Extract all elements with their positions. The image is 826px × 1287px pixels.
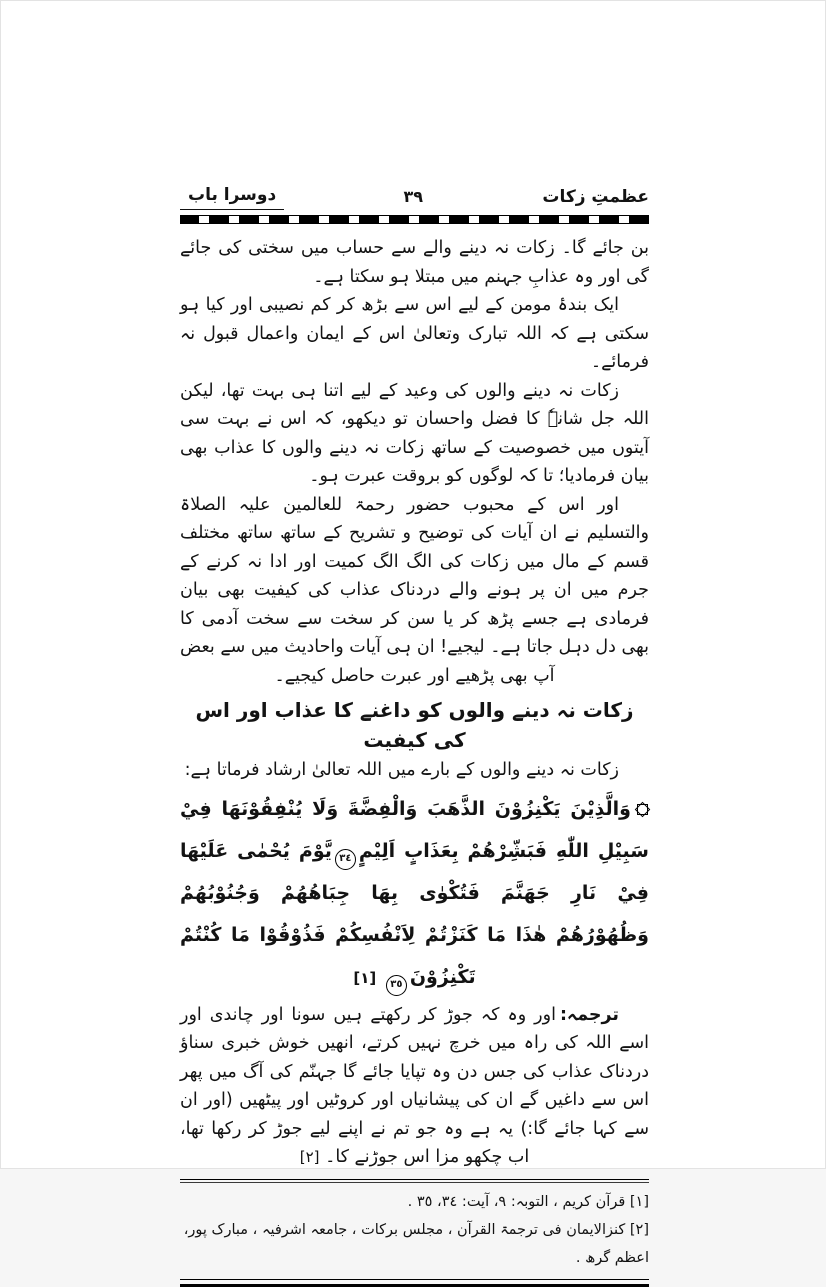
paragraph-4: اور اس کے محبوب حضور رحمۃ للعالمین علیہ الصلاۃ والتسلیم نے ان آیات کی توضیح و تشریح کے ساتھ ساتھ مختلف قسم کے مال میں زکات کی الگ الگ کمیت اور ادا نہ کرنے کے جرم میں ان پر ہونے والے دردناک عذاب کی کیفیت بھی بیان فرمادی ہے جسے پڑھ کر یا سن کر سخت سے سخت آدمی کا بھی دل دہل جاتا ہے۔ لیجیے! ان ہی آیات واحادیث میں سے بعض آپ بھی پڑھیے اور عبرت حاصل کیجیے۔ [180, 494, 649, 686]
footnotes [180, 1188, 649, 1272]
body-text [180, 234, 649, 690]
ayah-end-medallion: ٣٥ [386, 975, 407, 996]
header-dashed-rule [180, 215, 649, 224]
footnote-reference-2: [۲] [299, 1148, 320, 1166]
verse-intro-wrap [180, 756, 649, 785]
translation-paragraph [180, 1001, 649, 1172]
footnote-2: [۲] کنزالایمان فی ترجمۃ القرآن ، مجلس برکات ، جامعہ اشرفیہ ، مبارک پور، اعظم گرھ . [183, 1221, 649, 1266]
book-title: عظمتِ زکات [542, 187, 649, 207]
translation-wrap [180, 1001, 649, 1172]
footnote-1: [۱] قرآن کریم ، التوبہ: ٩، آیت: ٣٤، ٣٥ . [407, 1193, 649, 1210]
chapter-title: دوسرا باب [180, 182, 284, 210]
section-heading: زکات نہ دینے والوں کو داغنے کا عذاب اور اس کی کیفیت [195, 698, 634, 752]
footnote-reference-1: [۱] [353, 968, 377, 987]
paragraph-3: زکات نہ دینے والوں کی وعید کے لیے اتنا ہی بہت تھا، لیکن اللہ جل شانہٗ کا فضل واحسان تو دیکھو، کہ اس نے بہت سی آیتوں میں خصوصیت کے ساتھ زکات نہ دینے والوں کا عذاب بھی بیان فرمادیا؛ تا کہ لوگوں کو بروقت عبرت ہو۔ [180, 380, 649, 486]
quran-verse [180, 788, 649, 999]
footnote-separator-rule [180, 1179, 649, 1183]
paragraph-1: بن جائے گا۔ زکات نہ دینے والے سے حساب میں سختی کی جائے گی اور وہ عذابِ جہنم میں مبتلا ہو سکتا ہے۔ [180, 238, 649, 287]
rub-el-hizb-icon [636, 803, 649, 816]
verse-text-part2: يَّوْمَ يُحْمٰى عَلَيْهَا فِيْ نَارِ جَهَنَّمَ فَتُكْوٰى بِهَا جِبَاهُهُمْ وَجُنُوْبُهُمْ وَظُهُوْرُهُمْ هٰذَا مَا كَنَزْتُمْ لِاَنْفُسِكُمْ فَذُوْقُوْا مَا كُنْتُمْ تَكْنِزُوْنَ [180, 839, 649, 988]
paragraph-2: ایک بندۂ مومن کے لیے اس سے بڑھ کر کم نصیبی اور کیا ہو سکتی ہے کہ اللہ تبارک وتعالیٰ اس کے ایمان واعمال قبول نہ فرمائے۔ [180, 295, 649, 372]
page-number: ۳۹ [403, 187, 424, 206]
ayah-end-medallion: ٣٤ [335, 849, 356, 870]
page-content [180, 182, 649, 1287]
verse-text-part1: وَالَّذِيْنَ يَكْنِزُوْنَ الذَّهَبَ وَالْفِضَّةَ وَلَا يُنْفِقُوْنَهَا فِيْ سَبِيْلِ اللّٰهِ فَبَشِّرْهُمْ بِعَذَابٍ اَلِيْمٍ [180, 797, 649, 862]
verse-intro-line: زکات نہ دینے والوں کے بارے میں اللہ تعالیٰ ارشاد فرماتا ہے: [184, 760, 619, 780]
page-bottom-rule [180, 1279, 649, 1287]
running-head [180, 182, 649, 210]
translation-label: ترجمہ: [559, 1004, 619, 1025]
translation-text: اور وہ کہ جوڑ کر رکھتے ہیں سونا اور چاندی اور اسے اللہ کی راہ میں خرچ نہیں کرتے، انھیں خوش خبری سناؤ دردناک عذاب کی جس دن وہ تپایا جائے گا جہنّم کی آگ میں پھر اس سے داغیں گے ان کی پیشانیاں اور کروٹیں اور پیٹھیں (اور ان سے کہا جائے گا:) یہ ہے وہ جو تم نے اپنے لیے جوڑ کر رکھا تھا، اب چکھو مزا اس جوڑنے کا۔ [180, 1004, 649, 1167]
